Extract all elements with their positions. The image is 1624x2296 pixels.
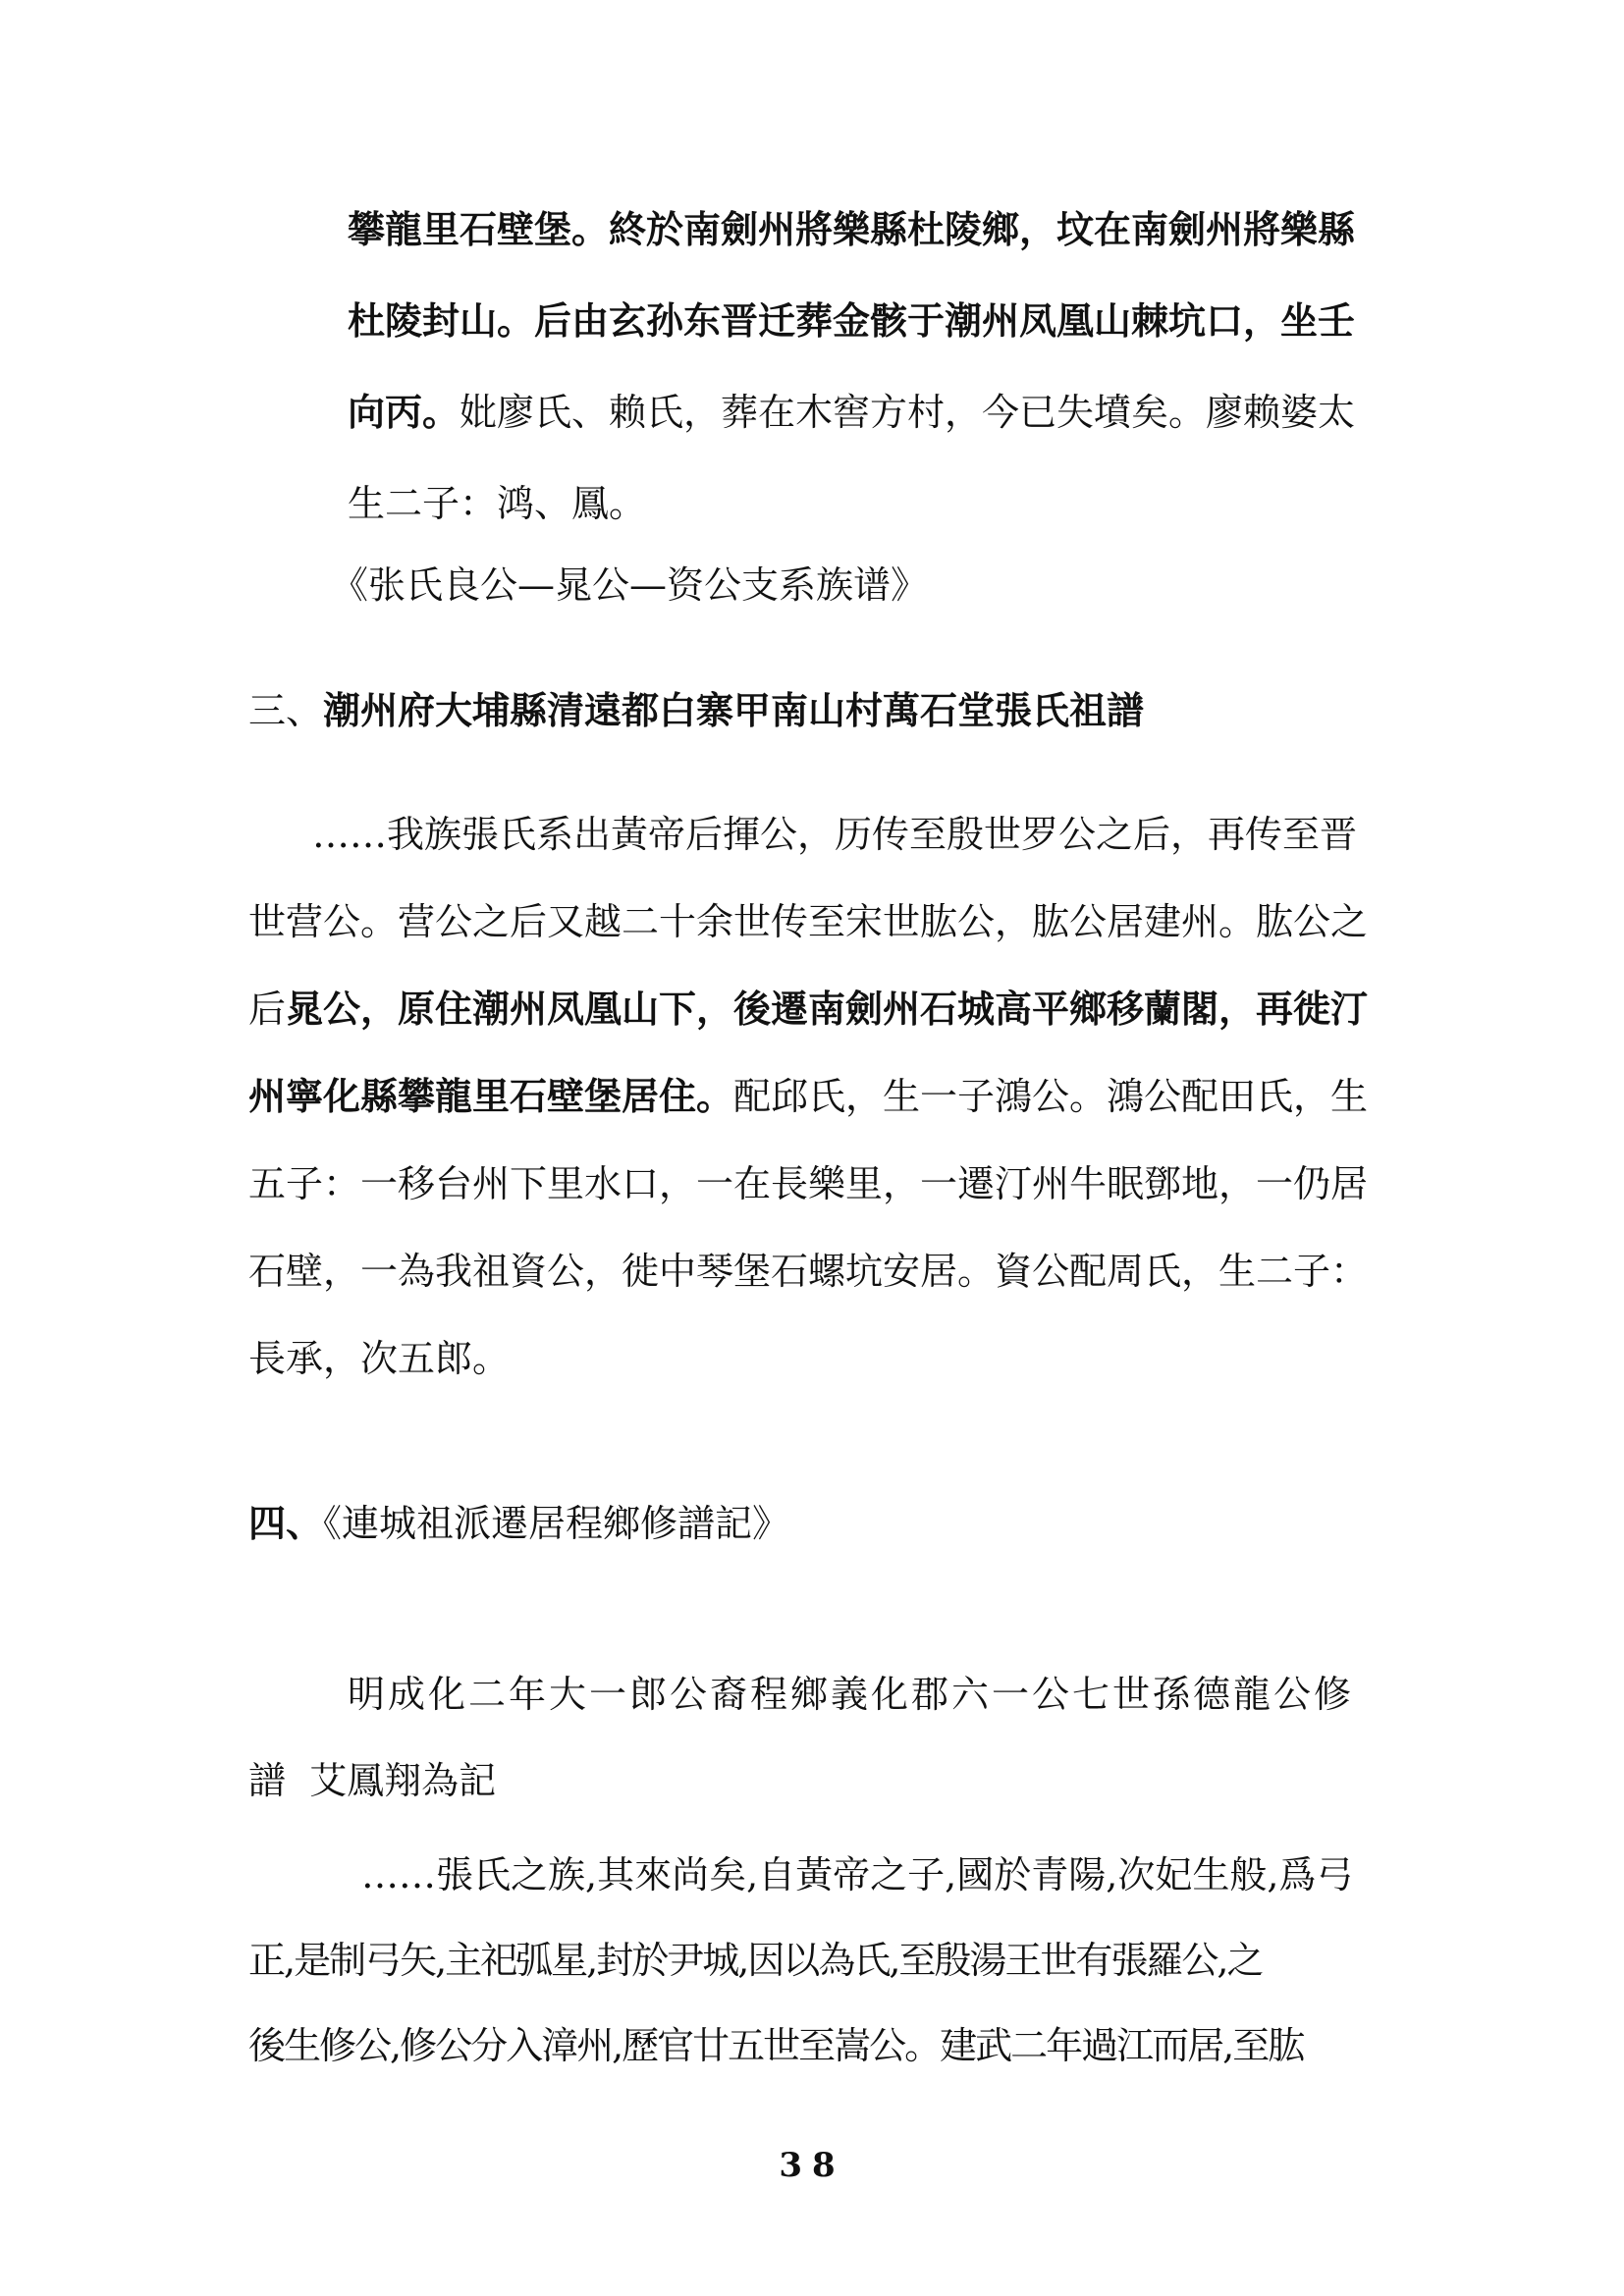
text-line xyxy=(248,986,1368,1033)
section-heading-4 xyxy=(248,1500,789,1547)
heading-number: 三、 xyxy=(248,689,324,732)
text-line: 後生修公,修公分入漳州,歷官廿五世至嵩公。建武二年過江而居,至肱 xyxy=(248,2024,1304,2067)
text-line xyxy=(348,389,1355,436)
text-line: 長承，次五郎。 xyxy=(248,1337,511,1380)
text-line: 世营公。营公之后又越二十余世传至宋世肱公，肱公居建州。肱公之 xyxy=(248,900,1369,943)
section-heading-3 xyxy=(248,687,1144,734)
bold-phrase: 州寧化縣攀龍里石壁堡居住。 xyxy=(248,1074,734,1118)
text-line: 五子：一移台州下里水口，一在長樂里，一遷汀州牛眠鄧地，一仍居 xyxy=(248,1162,1369,1205)
text-line: ……我族張氏系出黃帝后揮公，历传至殷世罗公之后，再传至晋 xyxy=(312,813,1358,856)
heading-title: 《連城祖派遷居程鄉修譜記》 xyxy=(323,1502,790,1545)
text-line xyxy=(248,1073,1368,1120)
text-line: 攀龍里石壁堡。終於南劍州將樂縣杜陵鄉，坟在南劍州將樂縣 xyxy=(348,207,1356,251)
text-line: 生二子：鸿、鳳。 xyxy=(348,482,647,525)
source-citation: 《张氏良公—晁公—资公支系族谱》 xyxy=(331,563,929,607)
text-line: 杜陵封山。后由玄孙东晋迁葬金骸于潮州凤凰山棘坑口，坐壬 xyxy=(348,298,1356,343)
text-line: 石壁，一為我祖資公，徙中琴堡石螺坑安居。資公配周氏，生二子： xyxy=(248,1250,1369,1293)
text-phrase: 妣廖氏、赖氏，葬在木窖方村，今已失墳矣。廖赖婆太 xyxy=(460,391,1356,434)
text-phrase: 配邱氏，生一子鴻公。鴻公配田氏，生 xyxy=(733,1075,1369,1118)
text-line: ……張氏之族,其來尚矣,自黃帝之子,國於青陽,次妃生般,爲弓 xyxy=(361,1853,1354,1896)
bold-phrase: 晁公，原住潮州凤凰山下，後遷南劍州石城高平鄉移蘭閣，再徙汀 xyxy=(286,987,1369,1031)
text-phrase: 后 xyxy=(248,988,287,1031)
page-number: 38 xyxy=(779,2146,845,2185)
bold-phrase: 向丙。 xyxy=(348,390,460,434)
heading-number: 四、 xyxy=(248,1501,324,1545)
text-line: 明成化二年大一郎公裔程鄉義化郡六一公七世孫德龍公修 xyxy=(348,1673,1355,1716)
text-line: 譜 艾鳳翔為記 xyxy=(248,1759,497,1802)
text-line: 正,是制弓矢,主祀弧星,封於尹城,因以為氏,至殷湯王世有張羅公,之 xyxy=(248,1939,1263,1982)
heading-title: 潮州府大埔縣清遠都白寨甲南山村萬石堂張氏祖譜 xyxy=(323,688,1145,732)
